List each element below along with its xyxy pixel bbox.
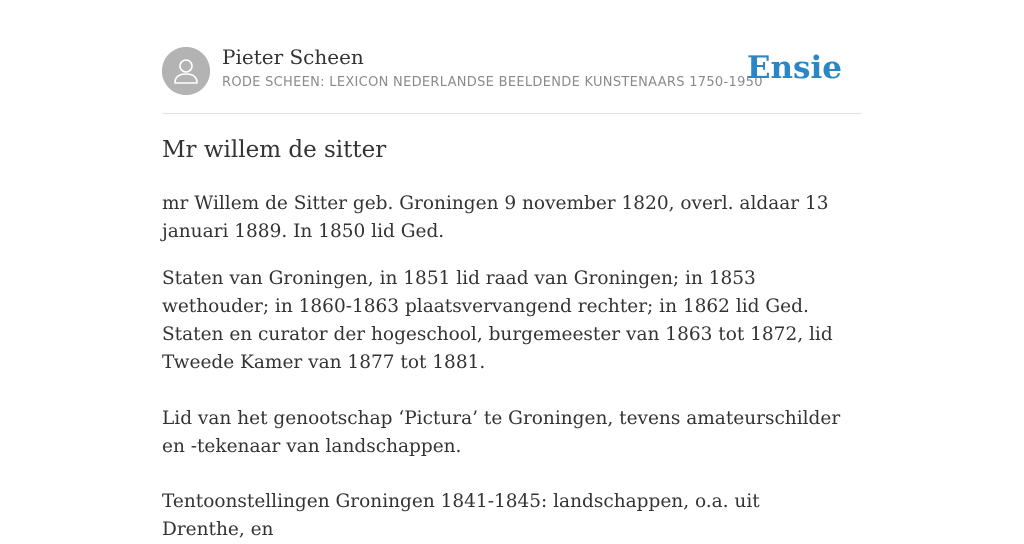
article-title: Mr willem de sitter bbox=[162, 137, 387, 163]
author-name[interactable]: Pieter Scheen bbox=[222, 45, 364, 69]
article-paragraph: mr Willem de Sitter geb. Groningen 9 november 1820, overl. aldaar 13 januari 1889. In 1850 lid Ged. bbox=[162, 193, 829, 242]
article-paragraph: Tentoonstellingen Groningen 1841-1845: landschappen, o.a. uit Drenthe, en bbox=[162, 491, 760, 540]
article-paragraph: Lid van het genootschap ‘Pictura’ te Groningen, tevens amateurschilder en -tekenaar van landschappen. bbox=[162, 408, 841, 457]
user-silhouette-icon[interactable] bbox=[162, 47, 210, 95]
source-label[interactable]: RODE SCHEEN: LEXICON NEDERLANDSE BEELDENDE KUNSTENAARS 1750-1950 bbox=[222, 75, 763, 90]
ensie-logo[interactable]: Ensie bbox=[746, 50, 842, 86]
article-container bbox=[162, 0, 862, 540]
article-header bbox=[162, 0, 862, 114]
article-paragraph: Staten van Groningen, in 1851 lid raad van Groningen; in 1853 wethouder; in 1860-1863 plaatsvervangend rechter; in 1862 lid Ged. Staten en curator der hogeschool, burgemeester van 1863 tot 1872, lid Tweede Kamer van 1877 tot 1881. bbox=[162, 268, 833, 373]
